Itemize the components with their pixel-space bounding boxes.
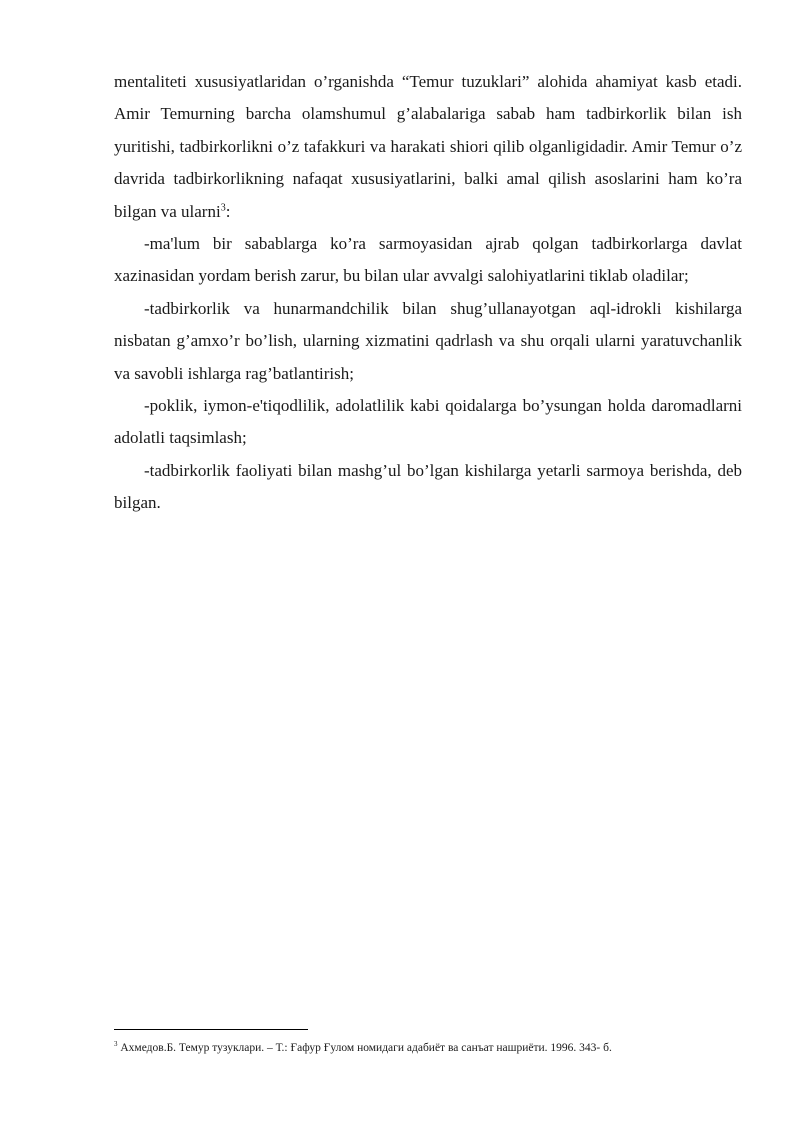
paragraph-intro-text: mentaliteti xususiyatlaridan o’rganishda “Temur tuzuklari” alohida ahamiyat kasb etadi. Amir Temurning barcha olamshumul g’alabalariga sabab ham tadbirkorlik bilan ish yuritishi, tadbirkorlikni o’z tafakkuri va harakati shiori qilib olganligidadir. Amir Temur o’z davrida tadbirkorlikning nafaqat xususiyatlarini, balki amal qilish asoslarini ham ko’ra bilgan va ularni <box>114 72 742 221</box>
footnote-reference[interactable]: 3 <box>220 201 226 213</box>
list-item-sufficient-capital: -tadbirkorlik faoliyati bilan mashg’ul bo’lgan kishilarga yetarli sarmoya berishda, deb bilgan. <box>114 460 742 513</box>
body-text <box>114 66 742 520</box>
footnote-text: Ахмедов.Б. Темур тузуклари. – Т.: Ғафур Ғулом номидаги адабиёт ва санъат нашриёти. 1996. 343- б. <box>117 1042 612 1054</box>
list-item-state-support: -ma'lum bir sabablarga ko’ra sarmoyasidan ajrab qolgan tadbirkorlarga davlat xazinasidan yordam berish zarur, bu bilan ular avvalgi salohiyatlarini tiklab oladilar; <box>114 234 742 286</box>
list-item-care-for-craftsmen: -tadbirkorlik va hunarmandchilik bilan shug’ullanayotgan aql-idrokli kishilarga nisbatan g’amxo’r bo’lish, ularning xizmatini qadrlash va shu orqali ularni yaratuvchanlik va savobli ishlarga rag’batlantirish; <box>114 298 742 383</box>
footnote <box>114 1040 754 1056</box>
list-item-fair-distribution: -poklik, iymon-e'tiqodlilik, adolatlilik kabi qoidalarga bo’ysungan holda daromadlarni adolatli taqsimlash; <box>114 396 742 448</box>
footnote-marker: 3 <box>114 1040 118 1049</box>
paragraph-intro-tail: : <box>225 201 231 221</box>
paragraph-intro <box>114 66 742 228</box>
footnote-separator <box>114 1029 308 1030</box>
